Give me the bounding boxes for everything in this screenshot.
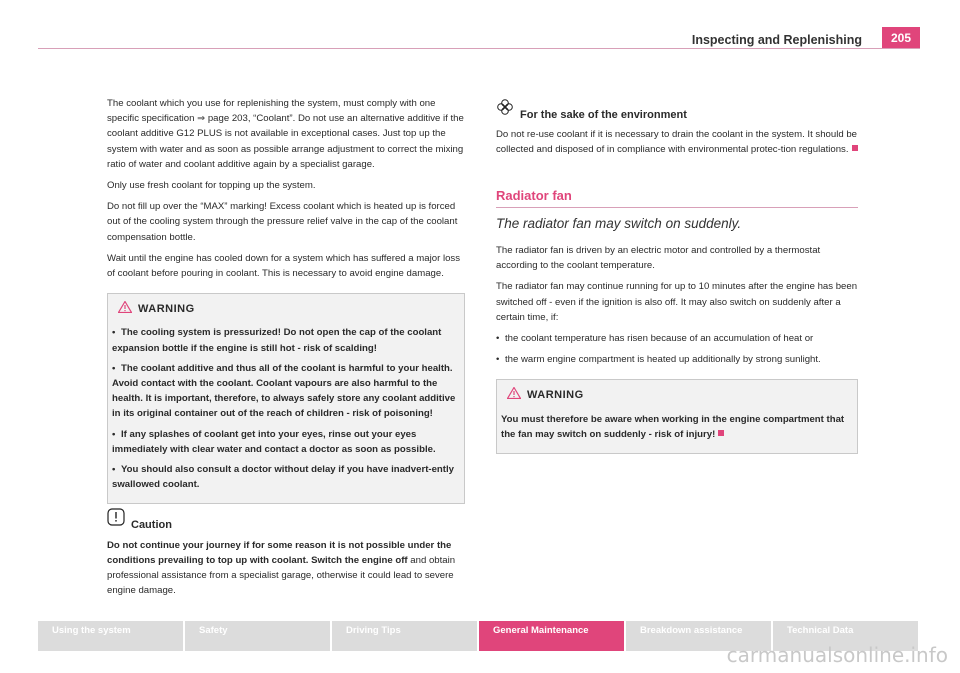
section-subtitle: The radiator fan may switch on suddenly. <box>496 215 742 231</box>
caution-text: Do not continue your journey if for some reason it is not possible under the conditions prevailing to top up with coolant. Switch the engine off and obtain professional assistance from a specialist garage, otherwise it could lead to severe engine damage. <box>107 539 456 597</box>
bullet-item: • the warm engine compartment is heated up additionally by strong sunlight. <box>496 354 821 366</box>
paragraph: The radiator fan may continue running for up to 10 minutes after the engine has been switched off - even if the ignition is also off. It may also switch on suddenly after a certain time, if: <box>496 281 858 323</box>
warning-triangle-icon <box>118 301 132 313</box>
warning-box <box>496 379 858 454</box>
tab-safety[interactable]: Safety <box>185 621 330 651</box>
header-rule <box>38 48 920 49</box>
warning-text: You must therefore be aware when working in the engine compartment that the fan may switch on suddenly - risk of injury! <box>501 413 845 440</box>
caution-title: Caution <box>131 519 172 532</box>
warning-title-text: WARNING <box>138 303 195 316</box>
paragraph: The radiator fan is driven by an electric motor and controlled by a thermostat according to the coolant temperature. <box>496 245 821 272</box>
warning-item: • The coolant additive and thus all of the coolant is harmful to your health. Avoid contact with the coolant. Coolant vapours are also harmful to the health. It is important, therefore, to always safely store any coolant additive in its original container out of the reach of children - risk of poisoning! <box>112 362 456 420</box>
tab-general-maintenance[interactable]: General Maintenance <box>479 621 624 651</box>
watermark: carmanualsonline.info <box>726 643 948 667</box>
paragraph: Wait until the engine has cooled down for a system which has suffered a major loss of coolant before pouring in coolant. This is necessary to avoid engine damage. <box>107 252 461 280</box>
warning-title <box>138 302 460 317</box>
warning-item: • If any splashes of coolant get into your eyes, rinse out your eyes immediately with clear water and contact a doctor as soon as possible. <box>112 428 436 455</box>
paragraph: The coolant which you use for replenishing the system, must comply with one specific specification ⇒ page 203, “Coolant”. Do not use an alternative additive if the coolant additive G12 PLUS is not available in exceptional cases. Just top up the system with water and as soon as possible arrange adjustment to correct the mixing ratio of water and coolant additive again by a specialist garage. <box>107 98 464 170</box>
end-of-section-mark <box>852 145 858 151</box>
flower-icon <box>496 98 514 116</box>
paragraph: Only use fresh coolant for topping up the system. <box>107 180 316 192</box>
warning-item: • You should also consult a doctor without delay if you have inadvert-ently swallowed coolant. <box>112 464 454 491</box>
environment-heading <box>496 108 858 123</box>
warning-title-text: WARNING <box>527 389 584 402</box>
section-title: Radiator fan <box>496 188 858 208</box>
warning-item: • The cooling system is pressurized! Do not open the cap of the coolant expansion bottle if the engine is still hot - risk of scalding! <box>112 327 442 354</box>
left-column <box>107 96 465 604</box>
tab-driving-tips[interactable]: Driving Tips <box>332 621 477 651</box>
end-of-section-mark <box>718 430 724 436</box>
tab-using-the-system[interactable]: Using the system <box>38 621 183 651</box>
caution-heading <box>107 518 465 533</box>
bullet-item: • the coolant temperature has risen because of an accumulation of heat or <box>496 333 814 345</box>
warning-triangle-icon <box>507 387 521 399</box>
paragraph: Do not fill up over the “MAX” marking! Excess coolant which is heated up is forced out of the cooling system through the pressure relief valve in the cap of the coolant compensation bottle. <box>107 201 458 243</box>
caution-icon <box>107 508 125 526</box>
environment-title: For the sake of the environment <box>520 109 687 121</box>
tab-breakdown-assistance[interactable]: Breakdown assistance <box>626 621 771 651</box>
right-column <box>496 108 858 464</box>
warning-title <box>527 388 853 403</box>
warning-box <box>107 293 465 504</box>
tab-technical-data[interactable]: Technical Data <box>773 621 918 651</box>
environment-text: Do not re-use coolant if it is necessary to drain the coolant in the system. It should be collected and disposed of in compliance with environmental protec-tion regulations. <box>496 129 858 156</box>
page-number: 205 <box>882 27 920 49</box>
page-header-title: Inspecting and Replenishing <box>691 33 862 47</box>
